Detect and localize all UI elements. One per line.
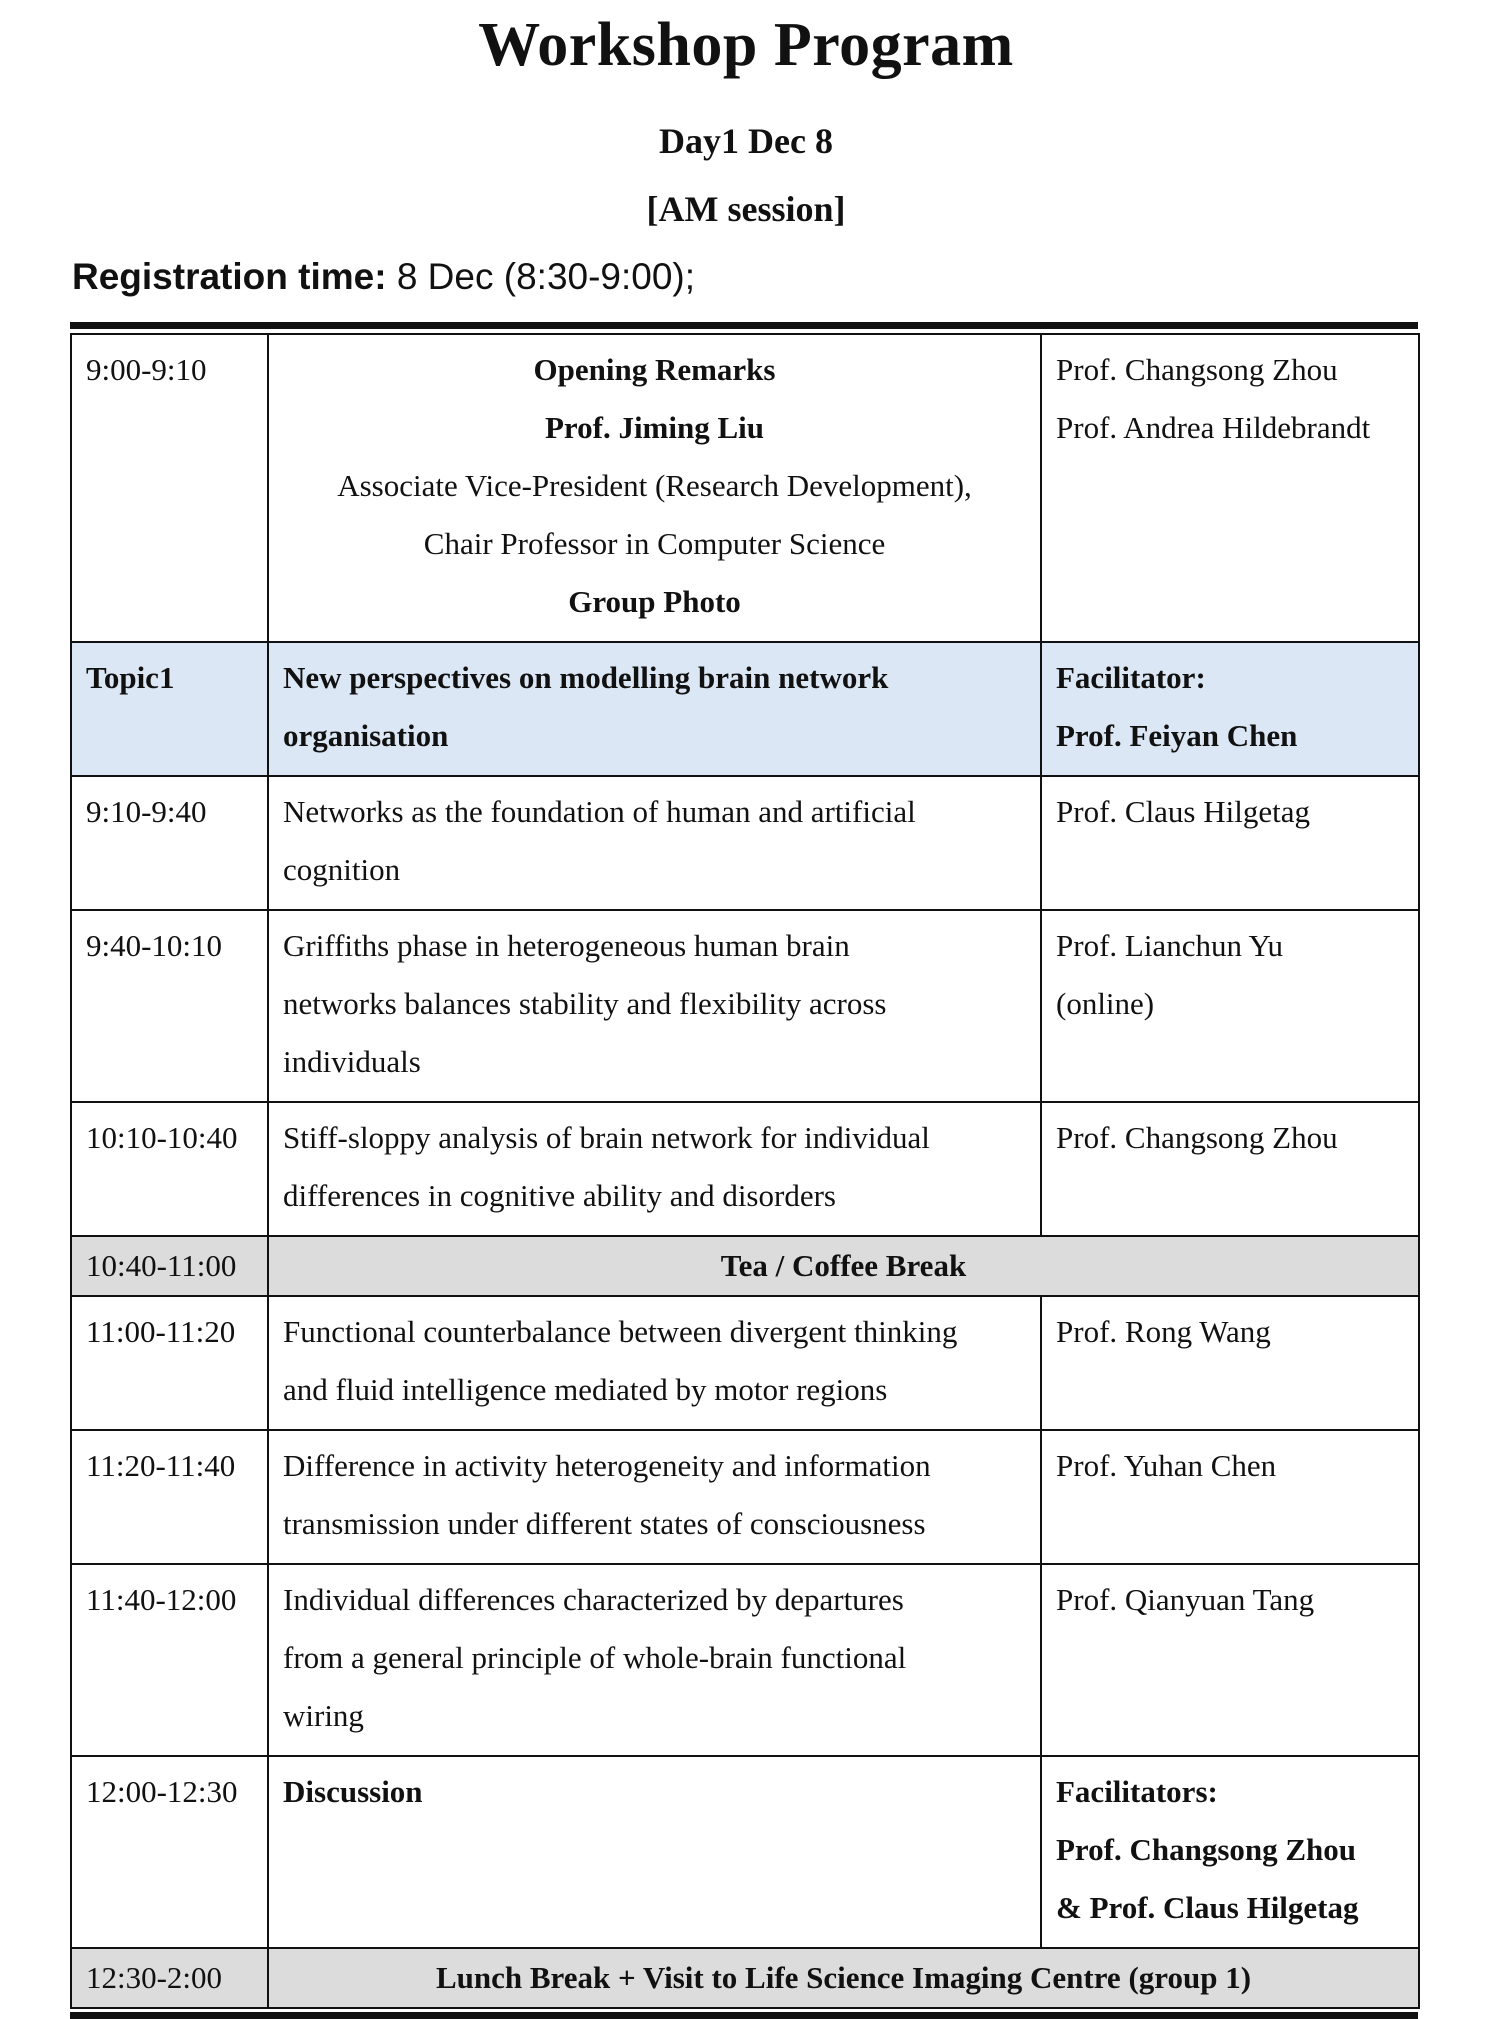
opening-row [71, 334, 1419, 642]
discussion-facilitator2: & Prof. Claus Hilgetag [1056, 1890, 1359, 1925]
tea-break-row [71, 1236, 1419, 1296]
opening-person-2: Prof. Andrea Hildebrandt [1056, 410, 1371, 445]
person-cell [1041, 1430, 1419, 1564]
topic-label-cell: Topic1 [71, 642, 268, 776]
registration-line [72, 256, 695, 298]
talk-title-cell [268, 910, 1041, 1102]
talk-title-line: Difference in activity heterogeneity and information [283, 1448, 931, 1483]
talk-title-line: from a general principle of whole-brain functional [283, 1640, 907, 1675]
talk-title-line: Stiff-sloppy analysis of brain network for individual [283, 1120, 930, 1155]
talk-row [71, 776, 1419, 910]
facilitator-name: Prof. Feiyan Chen [1056, 718, 1298, 753]
talk-title-line: Griffiths phase in heterogeneous human brain [283, 928, 850, 963]
time-cell: 11:00-11:20 [71, 1296, 268, 1430]
opening-speaker: Prof. Jiming Liu [544, 410, 765, 445]
talk-title-line: wiring [283, 1698, 364, 1733]
time-cell: 11:40-12:00 [71, 1564, 268, 1756]
time-cell: 9:00-9:10 [71, 334, 268, 642]
person-cell [1041, 1296, 1419, 1430]
topic-title-line-1: New perspectives on modelling brain network [283, 660, 889, 695]
person-cell [1041, 776, 1419, 910]
session-heading: [AM session] [646, 189, 846, 229]
topic-title-line-2: organisation [283, 718, 449, 753]
discussion-facilitators-label: Facilitators: [1056, 1774, 1218, 1809]
time-cell: 9:40-10:10 [71, 910, 268, 1102]
talk-title-line: individuals [283, 1044, 421, 1079]
speaker-name: Prof. Qianyuan Tang [1056, 1582, 1315, 1617]
time-cell: 9:10-9:40 [71, 776, 268, 910]
speaker-name: Prof. Changsong Zhou [1056, 1120, 1338, 1155]
discussion-row [71, 1756, 1419, 1948]
lunch-row [71, 1948, 1419, 2008]
talk-row [71, 1430, 1419, 1564]
opening-content-cell [268, 334, 1041, 642]
topic-title-cell [268, 642, 1041, 776]
lunch-label: Lunch Break + Visit to Life Science Imaging Centre (group 1) [268, 1948, 1419, 2008]
time-cell: 12:30-2:00 [71, 1948, 268, 2008]
talk-row [71, 1102, 1419, 1236]
time-cell: 10:10-10:40 [71, 1102, 268, 1236]
speaker-name: Prof. Rong Wang [1056, 1314, 1271, 1349]
speaker-name: Prof. Lianchun Yu [1056, 928, 1284, 963]
group-photo-label: Group Photo [568, 584, 741, 619]
person-cell [1041, 1564, 1419, 1756]
talk-title-line: and fluid intelligence mediated by motor regions [283, 1372, 888, 1407]
person-cell [1041, 334, 1419, 642]
topic-row [71, 642, 1419, 776]
talk-title-cell [268, 776, 1041, 910]
time-cell: 11:20-11:40 [71, 1430, 268, 1564]
talk-title-line: Functional counterbalance between divergent thinking [283, 1314, 958, 1349]
time-cell: 10:40-11:00 [71, 1236, 268, 1296]
speaker-name: Prof. Claus Hilgetag [1056, 794, 1310, 829]
facilitator-label: Facilitator: [1056, 660, 1206, 695]
page-title: Workshop Program [478, 11, 1014, 79]
talk-title-line: Networks as the foundation of human and artificial [283, 794, 916, 829]
program-table-frame [70, 322, 1418, 2019]
speaker-name: (online) [1056, 986, 1155, 1021]
talk-title-cell [268, 1564, 1041, 1756]
talk-title-cell [268, 1102, 1041, 1236]
discussion-label: Discussion [268, 1756, 1041, 1948]
person-cell [1041, 910, 1419, 1102]
opening-role-2: Chair Professor in Computer Science [423, 526, 886, 561]
registration-label: Registration time: [72, 256, 387, 297]
program-table [70, 333, 1420, 2009]
talk-row [71, 910, 1419, 1102]
opening-title: Opening Remarks [533, 352, 776, 387]
talk-title-line: differences in cognitive ability and disorders [283, 1178, 836, 1213]
person-cell [1041, 1102, 1419, 1236]
time-cell: 12:00-12:30 [71, 1756, 268, 1948]
talk-title-line: Individual differences characterized by departures [283, 1582, 904, 1617]
talk-row [71, 1296, 1419, 1430]
talk-row [71, 1564, 1419, 1756]
talk-title-cell [268, 1296, 1041, 1430]
talk-title-line: transmission under different states of consciousness [283, 1506, 926, 1541]
speaker-name: Prof. Yuhan Chen [1056, 1448, 1277, 1483]
opening-person-1: Prof. Changsong Zhou [1056, 352, 1338, 387]
day-heading: Day1 Dec 8 [659, 121, 833, 161]
topic-facilitator-cell [1041, 642, 1419, 776]
talk-title-cell [268, 1430, 1041, 1564]
opening-role-1: Associate Vice-President (Research Development), [337, 468, 972, 503]
talk-title-line: cognition [283, 852, 401, 887]
talk-title-line: networks balances stability and flexibility across [283, 986, 887, 1021]
discussion-facilitators-cell [1041, 1756, 1419, 1948]
tea-break-label: Tea / Coffee Break [268, 1236, 1419, 1296]
discussion-facilitator1: Prof. Changsong Zhou [1056, 1832, 1357, 1867]
registration-value: 8 Dec (8:30-9:00); [386, 256, 696, 297]
